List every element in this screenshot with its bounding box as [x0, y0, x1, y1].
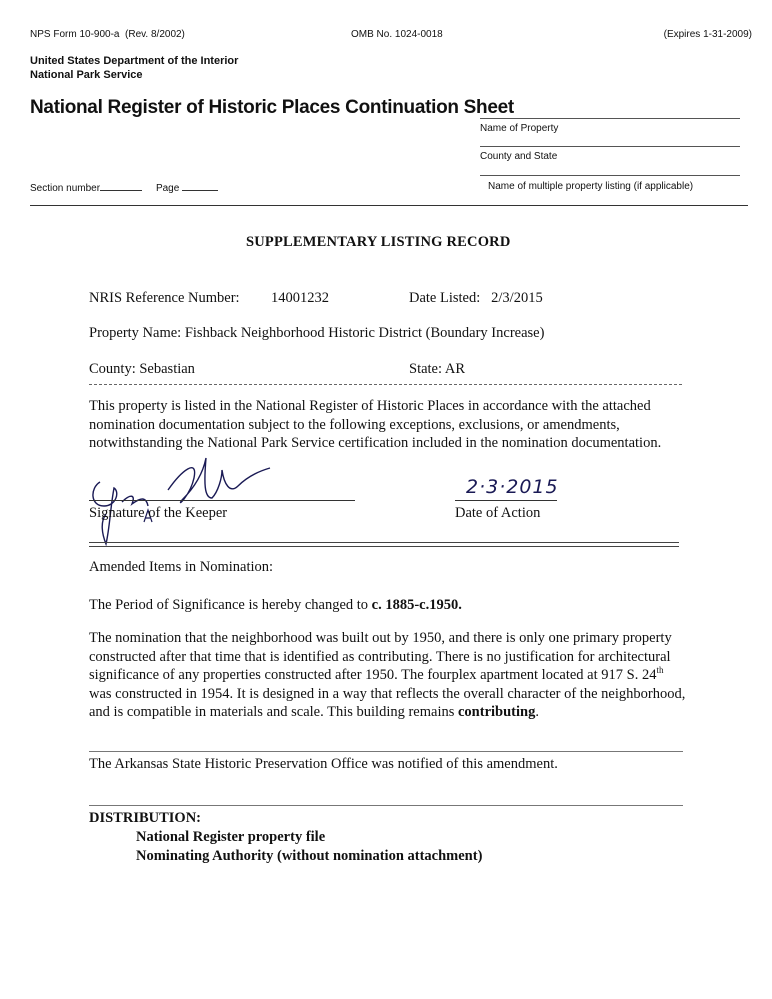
page-title: National Register of Historic Places Continuation Sheet — [30, 97, 514, 118]
notification-rule-top — [89, 751, 683, 752]
header-divider — [30, 205, 748, 206]
action-date-handwritten: 2·3·2015 — [466, 476, 559, 498]
section-number-field: Section number Page — [30, 181, 218, 194]
county: County: Sebastian — [89, 361, 195, 377]
name-of-property-label: Name of Property — [480, 123, 559, 134]
service: National Park Service — [30, 69, 143, 81]
county-state-label: County and State — [480, 151, 558, 162]
property-name-line — [480, 118, 740, 119]
county-state-line — [480, 146, 740, 147]
distribution-heading: DISTRIBUTION: — [89, 810, 201, 826]
signature-line — [89, 500, 355, 501]
amendment-paragraph: The nomination that the neighborhood was built out by 1950, and there is only one primary property constructed after that time that is identified as contributing. There is no justification for architectural significance of any properties constructed after 1950. The fourplex apartment located at 917 S. 24th was constructed in 1954. It is designed in a way that reflects the overall character of the neighborhood, and is compatible in materials and scale. This building remains contributing. — [89, 630, 686, 720]
expiration: (Expires 1-31-2009) — [663, 29, 752, 40]
date-listed: Date Listed: 2/3/2015 — [409, 290, 543, 306]
shpo-notification: The Arkansas State Historic Preservation Office was notified of this amendment. — [89, 756, 558, 772]
property-name: Property Name: Fishback Neighborhood Historic District (Boundary Increase) — [89, 325, 545, 341]
double-rule-bottom — [89, 546, 679, 547]
keeper-signature — [86, 448, 286, 548]
action-date-label: Date of Action — [455, 505, 541, 521]
double-rule-top — [89, 542, 679, 543]
state: State: AR — [409, 361, 466, 377]
department: United States Department of the Interior — [30, 55, 239, 67]
signature-label: Signature of the Keeper — [89, 505, 228, 521]
distribution-item: Nominating Authority (without nomination attachment) — [136, 848, 483, 864]
distribution-rule — [89, 805, 683, 806]
listing-statement: This property is listed in the National Register of Historic Places in accordance with the attached nomination documentation subject to the following exceptions, exclusions, or amendments, notwithstanding the National Park Service certification included in the nomination documentation. — [89, 398, 662, 451]
distribution-item: National Register property file — [136, 829, 326, 845]
form-id: NPS Form 10-900-a (Rev. 8/2002) — [30, 29, 185, 40]
period-of-significance: The Period of Significance is hereby changed to c. 1885-c.1950. — [89, 597, 462, 613]
nris-value: 14001232 — [271, 290, 329, 306]
nris-label: NRIS Reference Number: — [89, 290, 240, 306]
multiple-listing-label: Name of multiple property listing (if applicable) — [488, 181, 694, 192]
action-date-line — [455, 500, 557, 501]
multiple-listing-line — [480, 175, 740, 176]
amended-heading: Amended Items in Nomination: — [89, 559, 274, 575]
dashed-separator — [89, 384, 682, 385]
omb-number: OMB No. 1024-0018 — [351, 29, 443, 40]
record-heading: SUPPLEMENTARY LISTING RECORD — [246, 234, 511, 250]
